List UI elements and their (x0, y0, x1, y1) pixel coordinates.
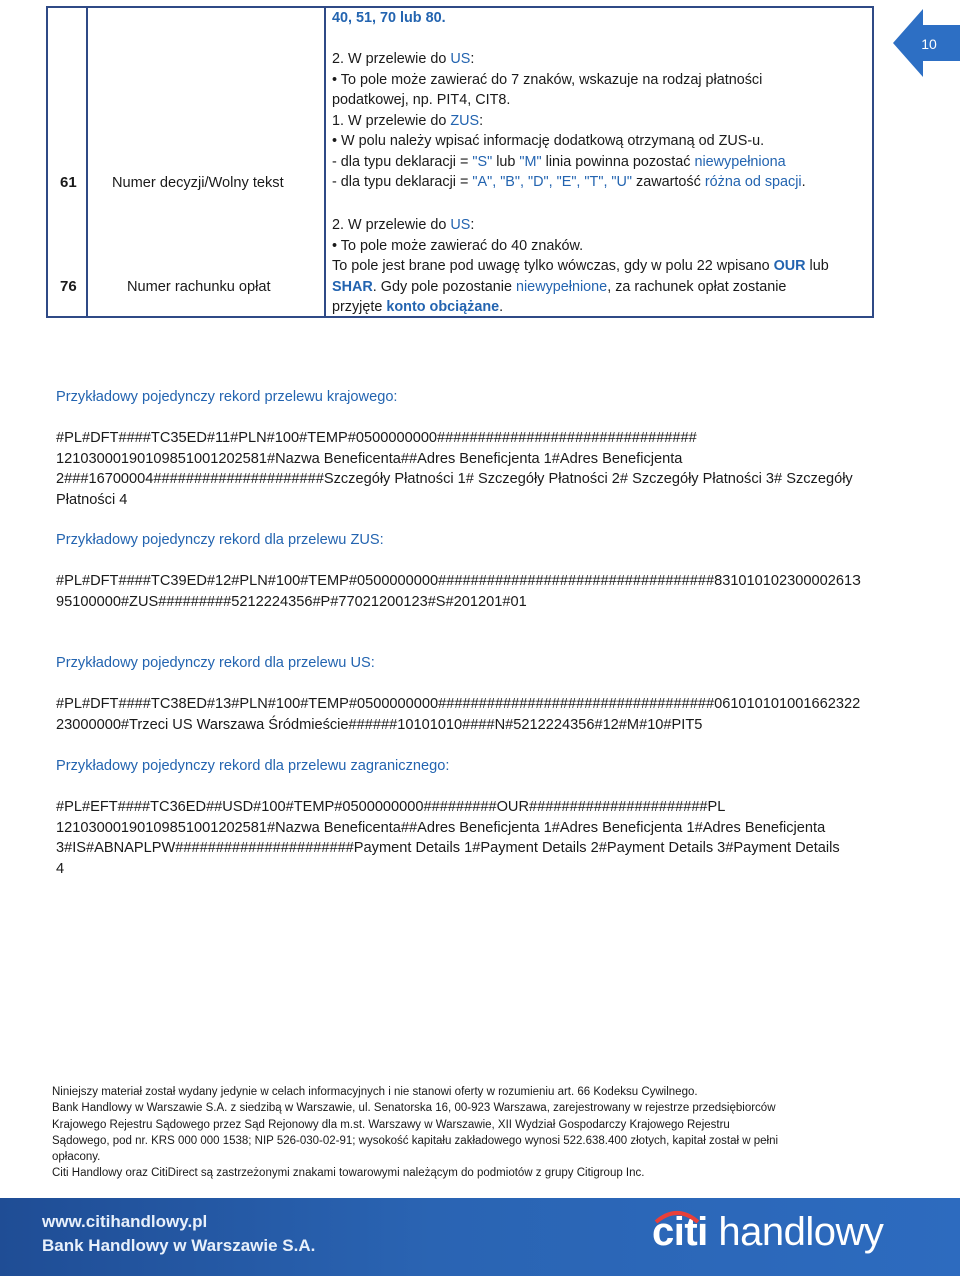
record-line: 12103000190109851001202581#Nazwa Beneficenta##Adres Beneficjenta 1#Adres Beneficjenta (56, 450, 683, 467)
row61-ab-rule: - dla typu deklaracji = "A", "B", "D", "E", "T", "U" zawartość różna od spacji. (332, 174, 806, 190)
logo-citi: citi (652, 1210, 708, 1254)
row-label-61: Numer decyzji/Wolny tekst (112, 175, 284, 191)
page-number: 10 (921, 36, 937, 52)
us-heading: Przykładowy pojedynczy rekord dla przelewu US: (56, 655, 375, 671)
footer-line: Sądowego, pod nr. KRS 000 000 1538; NIP 526-030-02-91; wysokość kapitału zakładowego wynosi 522.638.400 złotych, kapitał został w pełni (52, 1134, 779, 1147)
row61-us-text-2: podatkowej, np. PIT4, CIT8. (332, 92, 511, 108)
row76-content (332, 215, 867, 318)
row76-note-1: To pole jest brane pod uwagę tylko wówczas, gdy w polu 22 wpisano OUR lub (332, 258, 829, 274)
bank-name: Bank Handlowy w Warszawie S.A. (42, 1236, 316, 1255)
zus-heading: Przykładowy pojedynczy rekord dla przelewu ZUS: (56, 532, 384, 548)
record-line: #PL#DFT####TC38ED#13#PLN#100#TEMP#0500000000##################################06101010100166232​2 (56, 696, 861, 712)
row-number-76: 76 (60, 278, 77, 295)
record-line: #PL#DFT####TC35ED#11#PLN#100#TEMP#0500000000################################ (56, 430, 697, 446)
record-line: 3#IS#ABNAPLPW######################Payment Details 1#Payment Details 2#Payment Details 3#Payment Details (56, 840, 840, 856)
record-line: 4 (56, 860, 65, 877)
table-divider (324, 8, 326, 316)
footer-line: Bank Handlowy w Warszawie S.A. z siedzibą w Warszawie, ul. Senatorska 16, 00-923 Warszawa, zarejestrowany w rejestrze przedsiębiorców (52, 1102, 776, 1115)
us-record (56, 694, 876, 735)
logo-handlowy: handlowy (718, 1210, 884, 1254)
footer-line: opłacony. (52, 1151, 101, 1164)
record-line: 2###16700004#####################Szczegóły Płatności 1# Szczegóły Płatności 2# Szczegóły Płatności 3# Szczegóły (56, 471, 853, 487)
row61-zus-text: • W polu należy wpisać informację dodatkową otrzymaną od ZUS-u. (332, 133, 765, 149)
row76-us-text: • To pole może zawierać do 40 znaków. (332, 237, 584, 254)
record-line: 23000000#Trzeci US Warszawa Śródmieście######10101010####N#5212224356#12#M#10#PIT5 (56, 716, 703, 733)
record-line: 12103000190109851001202581#Nazwa Beneficenta##Adres Beneficjenta 1#Adres Beneficjenta 1#Adres Beneficjenta (56, 819, 826, 836)
row61-us-title: 2. W przelewie do US: (332, 51, 475, 67)
footer-line: Citi Handlowy oraz CitiDirect są zastrzeżonymi znakami towarowymi należącym do podmiotów z grupy Citigroup Inc. (52, 1167, 645, 1180)
row61-us-text-1: • To pole może zawierać do 7 znaków, wskazuje na rodzaj płatności (332, 71, 763, 88)
row76-note-3: przyjęte konto obciążane. (332, 299, 504, 315)
row61-sm-rule: - dla typu deklaracji = "S" lub "M" linia powinna pozostać niewypełniona (332, 153, 786, 170)
row-label-76: Numer rachunku opłat (127, 279, 271, 295)
row76-us-title: 2. W przelewie do US: (332, 217, 475, 233)
foreign-heading: Przykładowy pojedynczy rekord dla przelewu zagranicznego: (56, 758, 450, 774)
row61-zus-title: 1. W przelewie do ZUS: (332, 112, 484, 129)
foreign-record (56, 797, 876, 879)
row-number-61: 61 (60, 174, 77, 191)
record-line: #PL#EFT####TC36ED##USD#100#TEMP#0500000000#########OUR######################PL (56, 799, 726, 815)
table-divider (86, 8, 88, 316)
record-line: 95100000#ZUS#########5212224356#P#77021200123#S#201201#01 (56, 593, 527, 610)
footer-line: Niniejszy materiał został wydany jedynie w celach informacyjnych i nie stanowi oferty w rozumieniu art. 66 Kodeksu Cywilnego. (52, 1086, 698, 1098)
footer-line: Krajowego Rejestru Sądowego przez Sąd Rejonowy dla m.st. Warszawy w Warszawie, XII Wydział Gospodarczy Krajowego Rejestru (52, 1118, 730, 1131)
legal-footer (52, 1084, 832, 1182)
record-line: #PL#DFT####TC39ED#12#PLN#100#TEMP#0500000000##################################83101010230000261З (56, 573, 861, 589)
row61-content (332, 49, 862, 193)
zus-record (56, 571, 876, 612)
row76-note-2: SHAR. Gdy pole pozostanie niewypełnione, za rachunek opłat zostanie (332, 278, 787, 295)
domestic-record (56, 428, 876, 510)
record-line: Płatności 4 (56, 491, 128, 508)
citi-arc-icon (654, 1208, 700, 1224)
page-number-badge (893, 7, 960, 79)
top-fragment: 40, 51, 70 lub 80. (332, 10, 446, 26)
citi-handlowy-logo (652, 1210, 883, 1255)
domestic-heading: Przykładowy pojedynczy rekord przelewu krajowego: (56, 389, 398, 405)
page-arrow-icon (893, 7, 960, 79)
website-link[interactable]: www.citihandlowy.pl (42, 1212, 208, 1231)
bottom-banner (0, 1198, 960, 1276)
